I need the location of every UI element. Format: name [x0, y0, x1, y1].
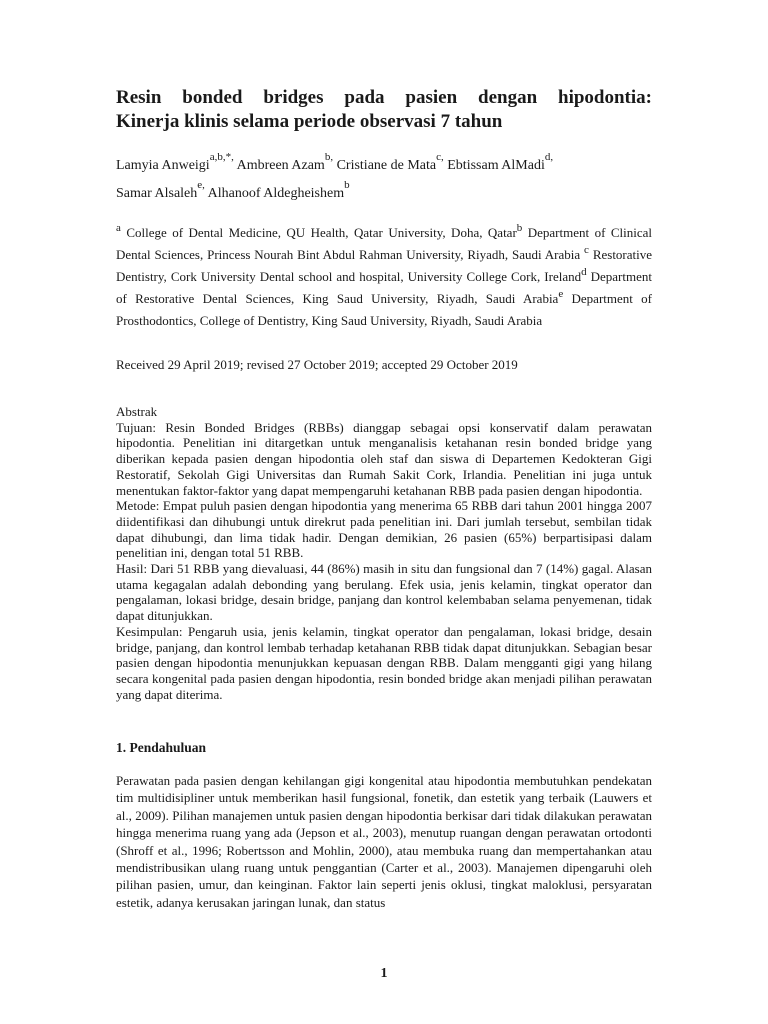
author-affiliation-marker: e,	[197, 179, 205, 191]
received-dates: Received 29 April 2019; revised 27 October 2019; accepted 29 October 2019	[116, 357, 518, 372]
abstract-metode: Metode: Empat puluh pasien dengan hipodontia yang menerima 65 RBB dari tahun 2001 hingga 2007 diidentifikasi dan dihubungi untuk direkrut pada penelitian ini. Dari jumlah tersebut, sembilan tidak dapat dihubungi, dan lima tidak hadir. Dengan demikian, 26 pasien (65%) berpartisipasi dalam penelitian ini, dengan total 51 RBB.	[116, 498, 652, 561]
author-name: Ambreen Azam	[236, 158, 325, 173]
author-name: Alhanoof Aldegheishem	[207, 186, 345, 201]
affiliation-marker: a	[116, 222, 121, 234]
author-list	[116, 152, 652, 208]
affiliation-text: Restorative Dentistry, Cork University Dental school and hospital, University College Cork, Ireland	[116, 247, 653, 284]
abstract	[116, 404, 652, 702]
paper-title	[116, 86, 652, 134]
introduction-body	[116, 772, 652, 911]
affiliation-marker: c	[584, 244, 589, 256]
abstract-tujuan: Tujuan: Resin Bonded Bridges (RBBs) dianggap sebagai opsi konservatif dalam perawatan hipodontia. Penelitian ini ditargetkan untuk menganalisis ketahanan resin bonded bridge yang diberikan kepada pasien dengan hipodontia oleh staf dan siswa di Departemen Kedokteran Gigi Restoratif, Sekolah Gigi Universitas dan Rumah Sakit Cork, Irlandia. Penelitian ini juga untuk menentukan faktor-faktor yang dapat mempengaruhi ketahanan RBB pada pasien dengan hipodontia.	[116, 419, 652, 498]
author-affiliation-marker: b,	[324, 151, 334, 163]
abstract-kesimpulan: Kesimpulan: Pengaruh usia, jenis kelamin, tingkat operator dan pengalaman, lokasi bridge, desain bridge, panjang, dan kontrol lembab terhadap ketahanan RBB tidak dapat ditunjukkan. Sebagian besar pasien dengan hipodontia menunjukkan kepuasan dengan RBB. Dalam mengganti gigi yang hilang secara kongenital pada pasien dengan hipodontia, resin bonded bridge akan menjadi pilihan perawatan yang dapat diterima.	[116, 623, 652, 702]
author-name: Samar Alsaleh	[116, 186, 198, 201]
affiliation-text: Department of Clinical Dental Sciences, Princess Nourah Bint Abdul Rahman University, Riyadh, Saudi Arabia	[116, 225, 653, 262]
introduction-paragraph: Perawatan pada pasien dengan kehilangan gigi kongenital atau hipodontia membutuhkan pendekatan tim multidisipliner untuk memberikan hasil fungsional, fonetik, dan estetik yang terbaik (Lauwers et al., 2009). Pilihan manajemen untuk pasien dengan hipodontia berkisar dari tidak dilakukan perawatan hingga menerima ruang yang ada (Jepson et al., 2003), menutup ruangan dengan perawatan ortodonti (Shroff et al., 1996; Robertsson and Mohlin, 2000), atau membuka ruang dan mempertahankan atau mendistribusikan ulang ruang untuk penggantian (Carter et al., 2003). Manajemen dipengaruhi oleh pilihan pasien, umur, dan keinginan. Faktor lain seperti jenis oklusi, tingkat maloklusi, persyaratan estetik, adanya kerusakan jaringan lunak, dan status	[116, 773, 652, 910]
author-affiliation-marker: b	[344, 179, 350, 191]
section-heading: 1. Pendahuluan	[116, 740, 207, 755]
affiliation-text: Department of Restorative Dental Sciences, King Saud University, Riyadh, Saudi Arabia	[116, 269, 652, 306]
title-line-1: Resin bonded bridges pada pasien dengan hipodontia:	[116, 87, 652, 108]
affiliation-text: College of Dental Medicine, QU Health, Qatar University, Doha, Qatar	[126, 225, 517, 240]
abstract-hasil: Hasil: Dari 51 RBB yang dievaluasi, 44 (86%) masih in situ dan fungsional dan 7 (14%) gagal. Alasan utama kegagalan adalah debonding yang berulang. Efek usia, jenis kelamin, tingkat operator dan pengalaman, lokasi bridge, desain bridge, panjang dan kontrol kelembaban selama penyemenan, tidak dapat ditunjukkan.	[116, 561, 652, 624]
author-name: Lamyia Anweigi	[116, 158, 210, 173]
affiliations	[116, 222, 652, 332]
abstract-heading: Abstrak	[116, 404, 158, 419]
affiliation-marker: d	[581, 266, 587, 278]
author-affiliation-marker: a,b,*,	[209, 151, 234, 163]
author-name: Cristiane de Mata	[336, 158, 437, 173]
affiliation-marker: b	[516, 222, 523, 234]
affiliation-marker: e	[558, 288, 564, 300]
title-line-2: Kinerja klinis selama periode observasi 7 tahun	[116, 111, 503, 132]
author-affiliation-marker: d,	[544, 151, 554, 163]
affiliation-text: Department of Prosthodontics, College of Dentistry, King Saud University, Riyadh, Saudi Arabia	[116, 291, 652, 328]
author-name: Ebtissam AlMadi	[447, 158, 545, 173]
page-number: 1	[380, 966, 388, 981]
author-affiliation-marker: c,	[436, 151, 444, 163]
